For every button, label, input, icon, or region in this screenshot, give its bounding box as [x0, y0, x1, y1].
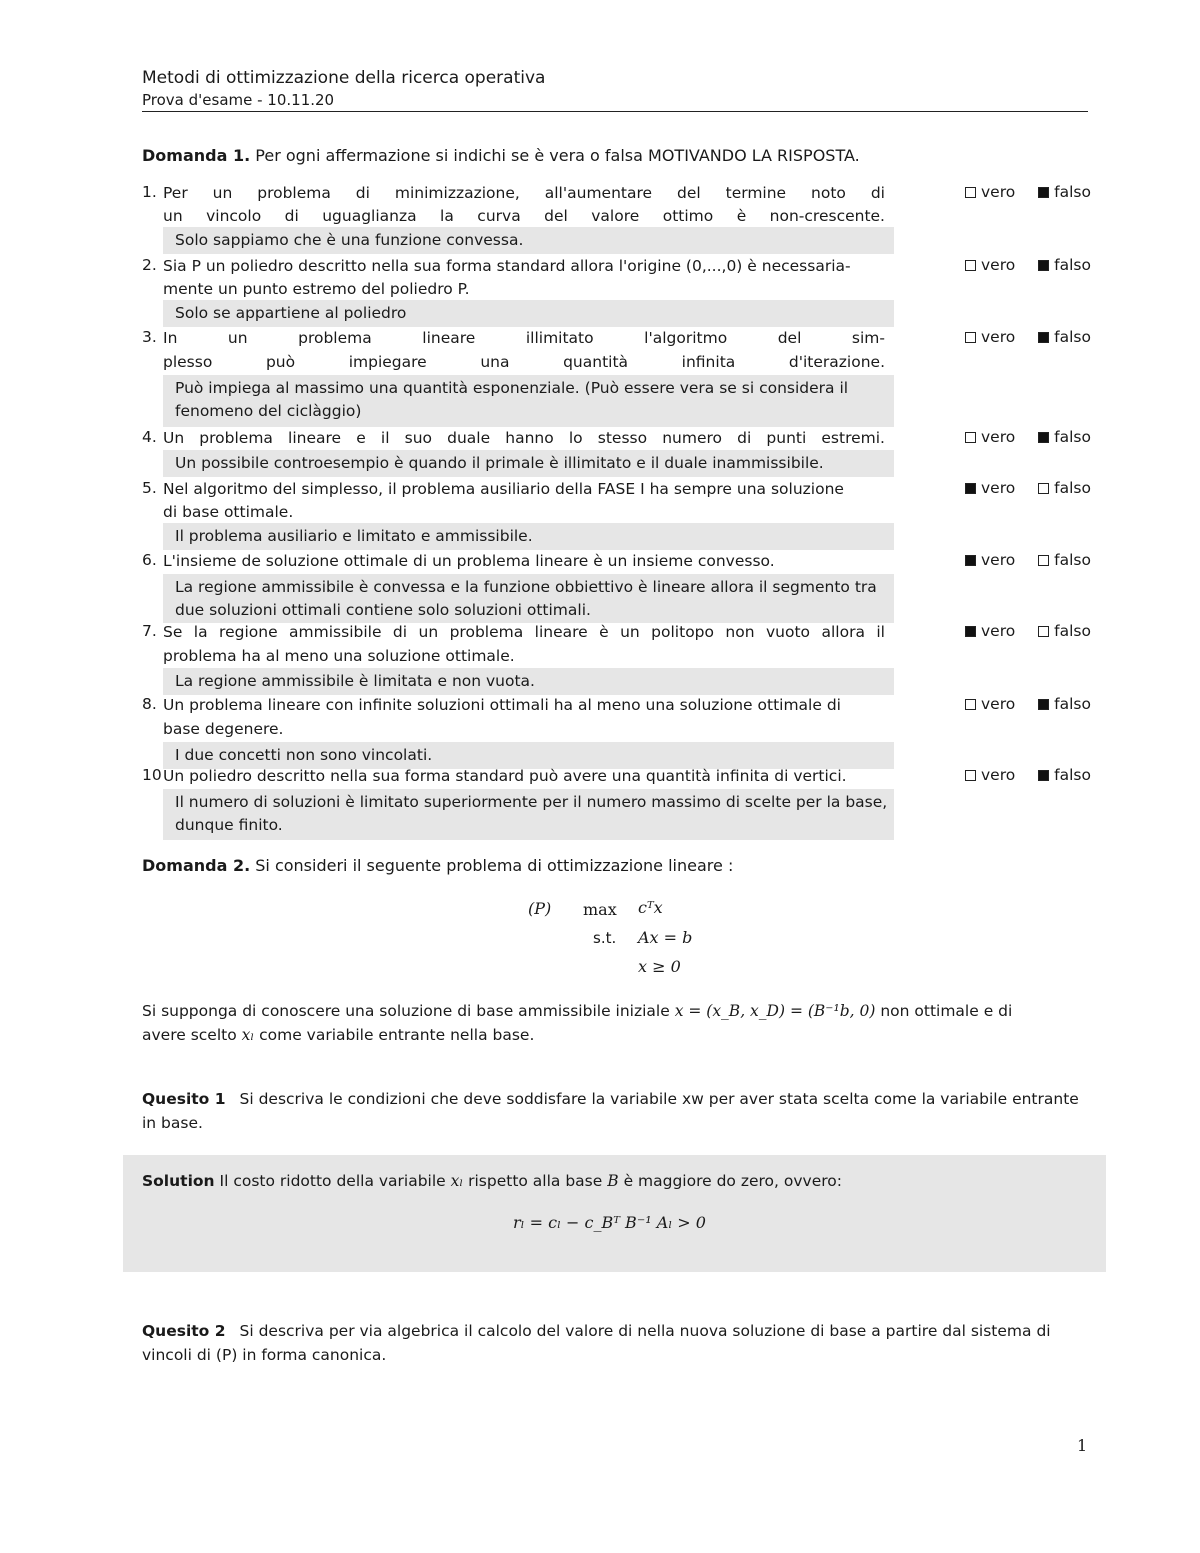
solution-var: xₗ [450, 1172, 464, 1190]
item-6-line1: L'insieme de soluzione ottimale di un problema lineare è un insieme convesso. [163, 552, 775, 570]
vero-label: vero [981, 695, 1016, 713]
vero-label: vero [981, 183, 1016, 201]
item-4-number: 4. [142, 428, 157, 446]
item-5-options [965, 479, 1091, 497]
item-10-solution: Il numero di soluzioni è limitato superiormente per il numero massimo di scelte per la base, dunque finito. [163, 789, 894, 840]
item-8-solution: I due concetti non sono vincolati. [163, 742, 894, 769]
item-3-line2: plesso può impiegare una quantità infinita d'iterazione. [163, 353, 885, 371]
vero-label: vero [981, 328, 1016, 346]
vero-label: vero [981, 551, 1016, 569]
solution-text-c: è maggiore do zero, ovvero: [623, 1172, 842, 1190]
item-6-number: 6. [142, 551, 157, 569]
solution-text-a: Il costo ridotto della variabile [219, 1172, 446, 1190]
item-7-number: 7. [142, 622, 157, 640]
vero-checkbox[interactable] [965, 432, 976, 443]
item-3-line1: In un problema lineare illimitato l'algoritmo del sim- [163, 329, 885, 347]
item-1-line2: un vincolo di uguaglianza la curva del valore ottimo è non-crescente. [163, 207, 885, 225]
item-2-number: 2. [142, 256, 157, 274]
vero-label: vero [981, 428, 1016, 446]
paragraph-math: x = (x_B, x_D) = (B⁻¹b, 0) [674, 1002, 876, 1020]
quesito1 [142, 1087, 1088, 1135]
vero-checkbox[interactable] [965, 260, 976, 271]
vero-label: vero [981, 766, 1016, 784]
item-5-line1: Nel algoritmo del simplesso, il problema ausiliario della FASE I ha sempre una soluzione [163, 480, 844, 498]
falso-label: falso [1054, 256, 1091, 274]
item-2-solution: Solo se appartiene al poliedro [163, 300, 894, 327]
item-2-line1: Sia P un poliedro descritto nella sua forma standard allora l'origine (0,...,0) è necessaria- [163, 257, 851, 275]
domanda2-text: Si consideri il seguente problema di ottimizzazione lineare : [255, 856, 734, 875]
falso-label: falso [1054, 695, 1091, 713]
item-8-options [965, 695, 1091, 713]
paragraph-text-1: Si supponga di conoscere una soluzione di base ammissibile iniziale [142, 1002, 670, 1020]
item-4-line1: Un problema lineare e il suo duale hanno lo stesso numero di punti estremi. [163, 429, 885, 447]
falso-label: falso [1054, 766, 1091, 784]
vero-checkbox-checked[interactable] [965, 483, 976, 494]
item-7-solution: La regione ammissibile è limitata e non vuota. [163, 668, 894, 695]
header-title: Metodi di ottimizzazione della ricerca operativa [142, 68, 546, 88]
falso-checkbox[interactable] [1038, 483, 1049, 494]
paragraph-var: xₗ [241, 1026, 255, 1044]
item-7-line2: problema ha al meno una soluzione ottimale. [163, 647, 515, 665]
vero-checkbox-checked[interactable] [965, 626, 976, 637]
item-8-line1: Un problema lineare con infinite soluzioni ottimali ha al meno una soluzione ottimale di [163, 696, 841, 714]
quesito1-text: Si descriva le condizioni che deve soddisfare la variabile xw per aver stata scelta come la variabile entrante in base. [142, 1090, 1079, 1132]
item-2-options [965, 256, 1091, 274]
item-3-options [965, 328, 1091, 346]
solution-text-b: rispetto alla base [468, 1172, 603, 1190]
solution-base: B [607, 1172, 619, 1190]
paragraph-text-4: come variabile entrante nella base. [259, 1026, 535, 1044]
item-8-number: 8. [142, 695, 157, 713]
item-7-options [965, 622, 1091, 640]
problem-st: s.t. [593, 929, 617, 947]
item-3-solution: Può impiega al massimo una quantità esponenziale. (Può essere vera se si considera il fenomeno del ciclàggio) [163, 375, 894, 427]
item-5-solution: Il problema ausiliario e limitato e ammissibile. [163, 523, 894, 550]
domanda1-label: Domanda 1. [142, 146, 251, 165]
item-2-line2: mente un punto estremo del poliedro P. [163, 280, 470, 298]
quesito2 [142, 1319, 1088, 1367]
domanda2-heading [142, 856, 733, 875]
header-rule [142, 111, 1088, 112]
domanda2-paragraph [142, 999, 1088, 1047]
vero-label: vero [981, 256, 1016, 274]
falso-checkbox-checked[interactable] [1038, 332, 1049, 343]
vero-checkbox[interactable] [965, 770, 976, 781]
item-6-solution: La regione ammissibile è convessa e la funzione obbiettivo è lineare allora il segmento tra due soluzioni ottimali contiene solo soluzioni ottimali. [163, 574, 894, 623]
falso-label: falso [1054, 428, 1091, 446]
falso-checkbox-checked[interactable] [1038, 699, 1049, 710]
item-1-options [965, 183, 1091, 201]
item-5-line2: di base ottimale. [163, 503, 294, 521]
falso-label: falso [1054, 622, 1091, 640]
falso-checkbox-checked[interactable] [1038, 187, 1049, 198]
item-1-number: 1. [142, 183, 157, 201]
page-number: 1 [1077, 1436, 1088, 1455]
item-7-line1: Se la regione ammissibile di un problema lineare è un politopo non vuoto allora il [163, 623, 885, 641]
vero-checkbox-checked[interactable] [965, 555, 976, 566]
domanda2-label: Domanda 2. [142, 856, 251, 875]
falso-checkbox-checked[interactable] [1038, 770, 1049, 781]
item-10-options [965, 766, 1091, 784]
problem-nonneg: x ≥ 0 [638, 957, 681, 976]
vero-checkbox[interactable] [965, 699, 976, 710]
item-4-solution: Un possibile controesempio è quando il primale è illimitato e il duale inammissibile. [163, 450, 894, 477]
item-1-solution: Solo sappiamo che è una funzione convessa. [163, 227, 894, 254]
falso-label: falso [1054, 328, 1091, 346]
vero-checkbox[interactable] [965, 187, 976, 198]
solution-label: Solution [142, 1172, 215, 1190]
domanda1-heading [142, 146, 860, 165]
header-subtitle: Prova d'esame - 10.11.20 [142, 91, 335, 109]
vero-checkbox[interactable] [965, 332, 976, 343]
problem-objective: cᵀx [638, 898, 663, 917]
item-10-number: 10 [142, 766, 162, 784]
quesito1-label: Quesito 1 [142, 1090, 226, 1108]
problem-constraint: Ax = b [638, 928, 693, 947]
falso-checkbox[interactable] [1038, 626, 1049, 637]
item-4-options [965, 428, 1091, 446]
item-1-line1: Per un problema di minimizzazione, all'aumentare del termine noto di [163, 184, 885, 202]
paragraph-text-3: avere scelto [142, 1026, 237, 1044]
quesito2-text: Si descriva per via algebrica il calcolo del valore di nella nuova soluzione di base a partire dal sistema di vincoli di (P) in forma canonica. [142, 1322, 1051, 1364]
paragraph-text-2: non ottimale e di [880, 1002, 1013, 1020]
solution-text [142, 1169, 1088, 1193]
item-6-options [965, 551, 1091, 569]
solution-formula: rₗ = cₗ − c_Bᵀ B⁻¹ Aₗ > 0 [513, 1213, 706, 1232]
falso-checkbox[interactable] [1038, 555, 1049, 566]
quesito2-label: Quesito 2 [142, 1322, 226, 1340]
item-8-line2: base degenere. [163, 720, 284, 738]
falso-checkbox-checked[interactable] [1038, 260, 1049, 271]
item-5-number: 5. [142, 479, 157, 497]
problem-max: max [583, 900, 617, 919]
item-3-number: 3. [142, 328, 157, 346]
item-10-line1: Un poliedro descritto nella sua forma standard può avere una quantità infinita di vertici. [163, 767, 847, 785]
falso-label: falso [1054, 551, 1091, 569]
falso-label: falso [1054, 183, 1091, 201]
problem-name: (P) [528, 899, 552, 918]
vero-label: vero [981, 479, 1016, 497]
domanda1-text: Per ogni affermazione si indichi se è vera o falsa MOTIVANDO LA RISPOSTA. [255, 146, 860, 165]
vero-label: vero [981, 622, 1016, 640]
falso-checkbox-checked[interactable] [1038, 432, 1049, 443]
falso-label: falso [1054, 479, 1091, 497]
